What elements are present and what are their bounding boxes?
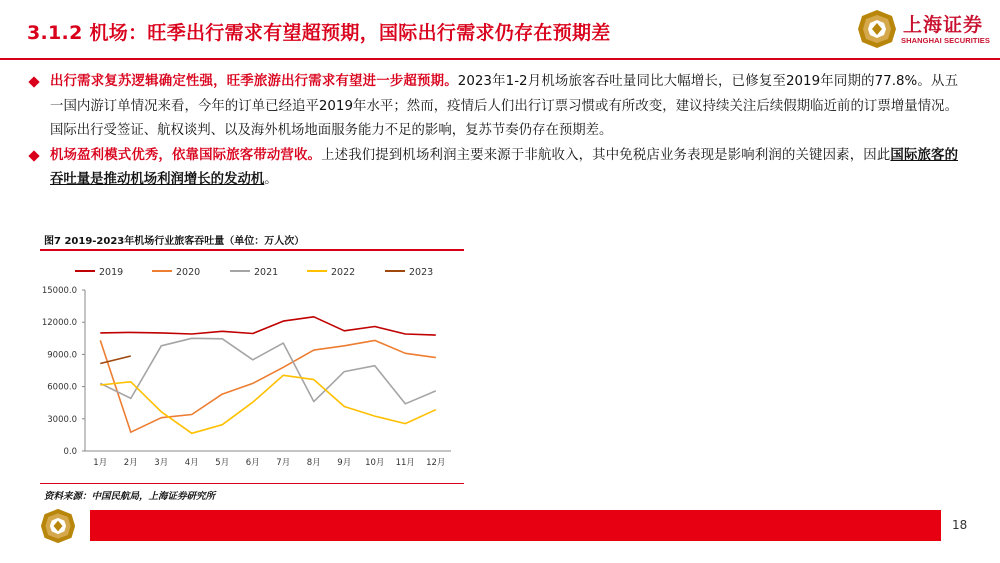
- series-line-2019: [100, 317, 436, 335]
- y-tick-label: 9000.0: [47, 350, 77, 361]
- x-tick-label: 7月: [276, 458, 291, 468]
- figure-title: 图7 2019-2023年机场行业旅客吞吐量（单位：万人次）: [44, 236, 305, 247]
- series-line-2023: [100, 356, 131, 364]
- y-tick-label: 3000.0: [47, 414, 77, 425]
- y-tick-label: 12000.0: [41, 318, 77, 329]
- bullet-underline-text: 国际旅客的吞吐量是推动机场利润增长的发动机: [50, 147, 958, 187]
- bullet-highlight: 机场盈利模式优秀，依靠国际旅客带动营收。: [50, 147, 322, 163]
- logo-text-cn: 上海证券: [903, 14, 984, 36]
- legend-label: 2021: [254, 267, 279, 278]
- x-tick-label: 4月: [184, 458, 199, 468]
- x-tick-label: 1月: [93, 458, 108, 468]
- y-tick-label: 6000.0: [47, 382, 77, 393]
- x-tick-label: 3月: [154, 458, 169, 468]
- bullet-tail: 。: [264, 172, 278, 187]
- y-tick-label: 0.0: [63, 447, 77, 457]
- series-line-2022: [100, 375, 436, 433]
- x-tick-label: 11月: [395, 458, 415, 468]
- x-tick-label: 5月: [215, 458, 230, 468]
- series-line-2021: [100, 338, 436, 404]
- figure-source: 资料来源：中国民航局，上海证券研究所: [44, 491, 216, 502]
- legend-label: 2019: [99, 267, 124, 278]
- x-tick-label: 8月: [306, 458, 321, 468]
- x-tick-label: 2月: [123, 458, 138, 468]
- page-number: 18: [952, 518, 968, 532]
- legend-label: 2022: [331, 267, 356, 278]
- x-tick-label: 10月: [365, 458, 385, 468]
- x-tick-label: 9月: [337, 458, 352, 468]
- source-divider: [40, 483, 464, 484]
- footer-emblem-icon: [40, 508, 76, 544]
- y-tick-label: 15000.0: [41, 286, 77, 296]
- page-title: 3.1.2 机场：旺季出行需求有望超预期，国际出行需求仍存在预期差: [27, 22, 611, 44]
- x-tick-label: 12月: [426, 458, 446, 468]
- x-tick-label: 6月: [245, 458, 260, 468]
- bullet-text: 上述我们提到机场利润主要来源于非航收入，其中免税店业务表现是影响利润的关键因素，因此: [321, 147, 891, 163]
- bullet-highlight: 出行需求复苏逻辑确定性强，旺季旅游出行需求有望进一步超预期。: [50, 74, 458, 89]
- logo-text-en: SHANGHAI SECURITIES: [901, 36, 990, 45]
- legend-label: 2023: [409, 267, 434, 278]
- bullet-text: 2023年1-2月机场旅客吞吐量同比大幅增长，已修复至2019年同期的77.8%。从五一国内游订单情况来看，今年的订单已经追平2019年水平；然而，疫情后人们出行订票习惯或有所改变，建议持续关注后续假期临近前的订票增量情况。国际出行受签证、航权谈判、以及海外机场地面服务能力不足的影响，复苏节奏仍存在预期差。: [50, 74, 958, 138]
- legend-label: 2020: [176, 267, 201, 278]
- footer-bar: [90, 510, 941, 541]
